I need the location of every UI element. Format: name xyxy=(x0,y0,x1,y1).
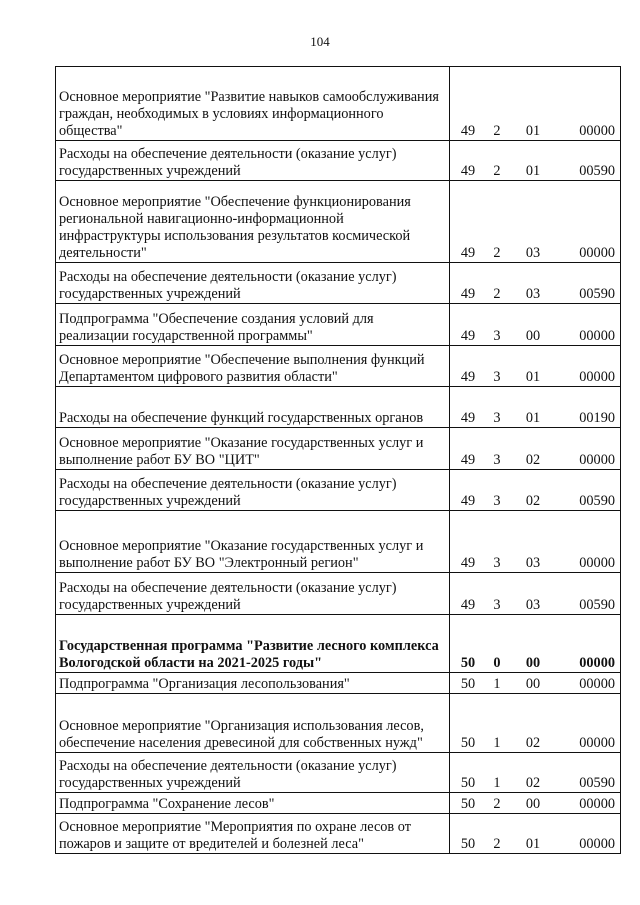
direction-code: 00590 xyxy=(579,597,615,613)
event-code: 02 xyxy=(525,735,541,751)
row-name: Расходы на обеспечение деятельности (оказание услуг) государственных учреждений xyxy=(56,263,450,304)
table-row xyxy=(56,428,621,470)
program-code: 49 xyxy=(460,123,476,139)
row-codes xyxy=(450,141,621,181)
row-name: Основное мероприятие "Оказание государственных услуг и выполнение работ БУ ВО "ЦИТ" xyxy=(56,428,450,470)
subprogram-code: 2 xyxy=(493,123,501,139)
row-codes xyxy=(450,346,621,387)
row-name: Основное мероприятие "Мероприятия по охране лесов от пожаров и защите от вредителей и болезней леса" xyxy=(56,814,450,854)
table-row xyxy=(56,346,621,387)
program-code: 49 xyxy=(460,410,476,426)
row-name: Расходы на обеспечение деятельности (оказание услуг) государственных учреждений xyxy=(56,141,450,181)
table-row xyxy=(56,793,621,814)
row-codes xyxy=(450,263,621,304)
event-code: 01 xyxy=(525,163,541,179)
table-row xyxy=(56,673,621,694)
subprogram-code: 1 xyxy=(493,775,501,791)
direction-code: 00000 xyxy=(579,836,615,852)
program-code: 49 xyxy=(460,328,476,344)
program-code: 49 xyxy=(460,452,476,468)
row-codes xyxy=(450,304,621,346)
table-row xyxy=(56,304,621,346)
direction-code: 00000 xyxy=(579,245,615,261)
event-code: 01 xyxy=(525,410,541,426)
direction-code: 00000 xyxy=(579,452,615,468)
row-codes xyxy=(450,673,621,694)
subprogram-code: 3 xyxy=(493,410,501,426)
direction-code: 00590 xyxy=(579,775,615,791)
direction-code: 00190 xyxy=(579,410,615,426)
program-code: 50 xyxy=(460,735,476,751)
program-code: 49 xyxy=(460,286,476,302)
event-code: 00 xyxy=(525,676,541,692)
row-codes xyxy=(450,694,621,753)
subprogram-code: 3 xyxy=(493,597,501,613)
direction-code: 00590 xyxy=(579,493,615,509)
table-row xyxy=(56,470,621,511)
subprogram-code: 2 xyxy=(493,836,501,852)
program-code: 49 xyxy=(460,245,476,261)
program-code: 49 xyxy=(460,493,476,509)
table-row xyxy=(56,615,621,673)
page-number: 104 xyxy=(310,34,330,49)
row-codes xyxy=(450,511,621,573)
row-name: Расходы на обеспечение деятельности (оказание услуг) государственных учреждений xyxy=(56,470,450,511)
direction-code: 00590 xyxy=(579,163,615,179)
subprogram-code: 2 xyxy=(493,286,501,302)
program-code: 49 xyxy=(460,555,476,571)
event-code: 01 xyxy=(525,836,541,852)
direction-code: 00000 xyxy=(579,369,615,385)
event-code: 00 xyxy=(525,328,541,344)
table-row xyxy=(56,263,621,304)
subprogram-code: 3 xyxy=(493,555,501,571)
event-code: 03 xyxy=(525,245,541,261)
table-row xyxy=(56,67,621,141)
row-codes xyxy=(450,387,621,428)
table-row xyxy=(56,511,621,573)
subprogram-code: 0 xyxy=(493,655,501,671)
event-code: 03 xyxy=(525,597,541,613)
budget-classification-table xyxy=(55,66,621,854)
subprogram-code: 1 xyxy=(493,676,501,692)
row-name: Подпрограмма "Организация лесопользования" xyxy=(56,673,450,694)
program-code: 50 xyxy=(460,796,476,812)
row-codes xyxy=(450,428,621,470)
subprogram-code: 2 xyxy=(493,796,501,812)
table-row xyxy=(56,753,621,793)
table-row xyxy=(56,141,621,181)
event-code: 02 xyxy=(525,775,541,791)
subprogram-code: 2 xyxy=(493,245,501,261)
event-code: 03 xyxy=(525,286,541,302)
subprogram-code: 1 xyxy=(493,735,501,751)
row-name: Расходы на обеспечение функций государственных органов xyxy=(56,387,450,428)
row-name: Расходы на обеспечение деятельности (оказание услуг) государственных учреждений xyxy=(56,573,450,615)
row-name: Подпрограмма "Обеспечение создания условий для реализации государственной программы" xyxy=(56,304,450,346)
event-code: 01 xyxy=(525,369,541,385)
row-name: Подпрограмма "Сохранение лесов" xyxy=(56,793,450,814)
program-code: 49 xyxy=(460,597,476,613)
direction-code: 00000 xyxy=(579,676,615,692)
table-row xyxy=(56,814,621,854)
row-name: Государственная программа "Развитие лесного комплекса Вологодской области на 2021-2025 годы" xyxy=(56,615,450,673)
row-codes xyxy=(450,753,621,793)
row-name: Расходы на обеспечение деятельности (оказание услуг) государственных учреждений xyxy=(56,753,450,793)
event-code: 00 xyxy=(525,655,541,671)
program-code: 50 xyxy=(460,676,476,692)
program-code: 50 xyxy=(460,655,476,671)
program-code: 49 xyxy=(460,369,476,385)
table-body xyxy=(56,67,621,854)
table-row xyxy=(56,694,621,753)
event-code: 02 xyxy=(525,452,541,468)
row-name: Основное мероприятие "Обеспечение функционирования региональной навигационно-информационной инфраструктуры использования результатов космической деятельности" xyxy=(56,181,450,263)
direction-code: 00000 xyxy=(579,555,615,571)
row-codes xyxy=(450,615,621,673)
program-code: 49 xyxy=(460,163,476,179)
row-name: Основное мероприятие "Обеспечение выполнения функций Департаментом цифрового развития области" xyxy=(56,346,450,387)
direction-code: 00590 xyxy=(579,286,615,302)
row-name: Основное мероприятие "Развитие навыков самообслуживания граждан, необходимых в условиях информационного общества" xyxy=(56,67,450,141)
direction-code: 00000 xyxy=(579,655,615,671)
direction-code: 00000 xyxy=(579,328,615,344)
row-codes xyxy=(450,573,621,615)
row-codes xyxy=(450,67,621,141)
event-code: 00 xyxy=(525,796,541,812)
event-code: 03 xyxy=(525,555,541,571)
direction-code: 00000 xyxy=(579,123,615,139)
program-code: 50 xyxy=(460,836,476,852)
subprogram-code: 3 xyxy=(493,493,501,509)
event-code: 01 xyxy=(525,123,541,139)
row-codes xyxy=(450,793,621,814)
table-row xyxy=(56,573,621,615)
subprogram-code: 2 xyxy=(493,163,501,179)
subprogram-code: 3 xyxy=(493,369,501,385)
table-row xyxy=(56,387,621,428)
event-code: 02 xyxy=(525,493,541,509)
subprogram-code: 3 xyxy=(493,328,501,344)
subprogram-code: 3 xyxy=(493,452,501,468)
row-codes xyxy=(450,470,621,511)
row-codes xyxy=(450,181,621,263)
direction-code: 00000 xyxy=(579,735,615,751)
row-name: Основное мероприятие "Организация использования лесов, обеспечение населения древесиной для собственных нужд" xyxy=(56,694,450,753)
direction-code: 00000 xyxy=(579,796,615,812)
table-row xyxy=(56,181,621,263)
program-code: 50 xyxy=(460,775,476,791)
row-codes xyxy=(450,814,621,854)
row-name: Основное мероприятие "Оказание государственных услуг и выполнение работ БУ ВО "Электронный регион" xyxy=(56,511,450,573)
